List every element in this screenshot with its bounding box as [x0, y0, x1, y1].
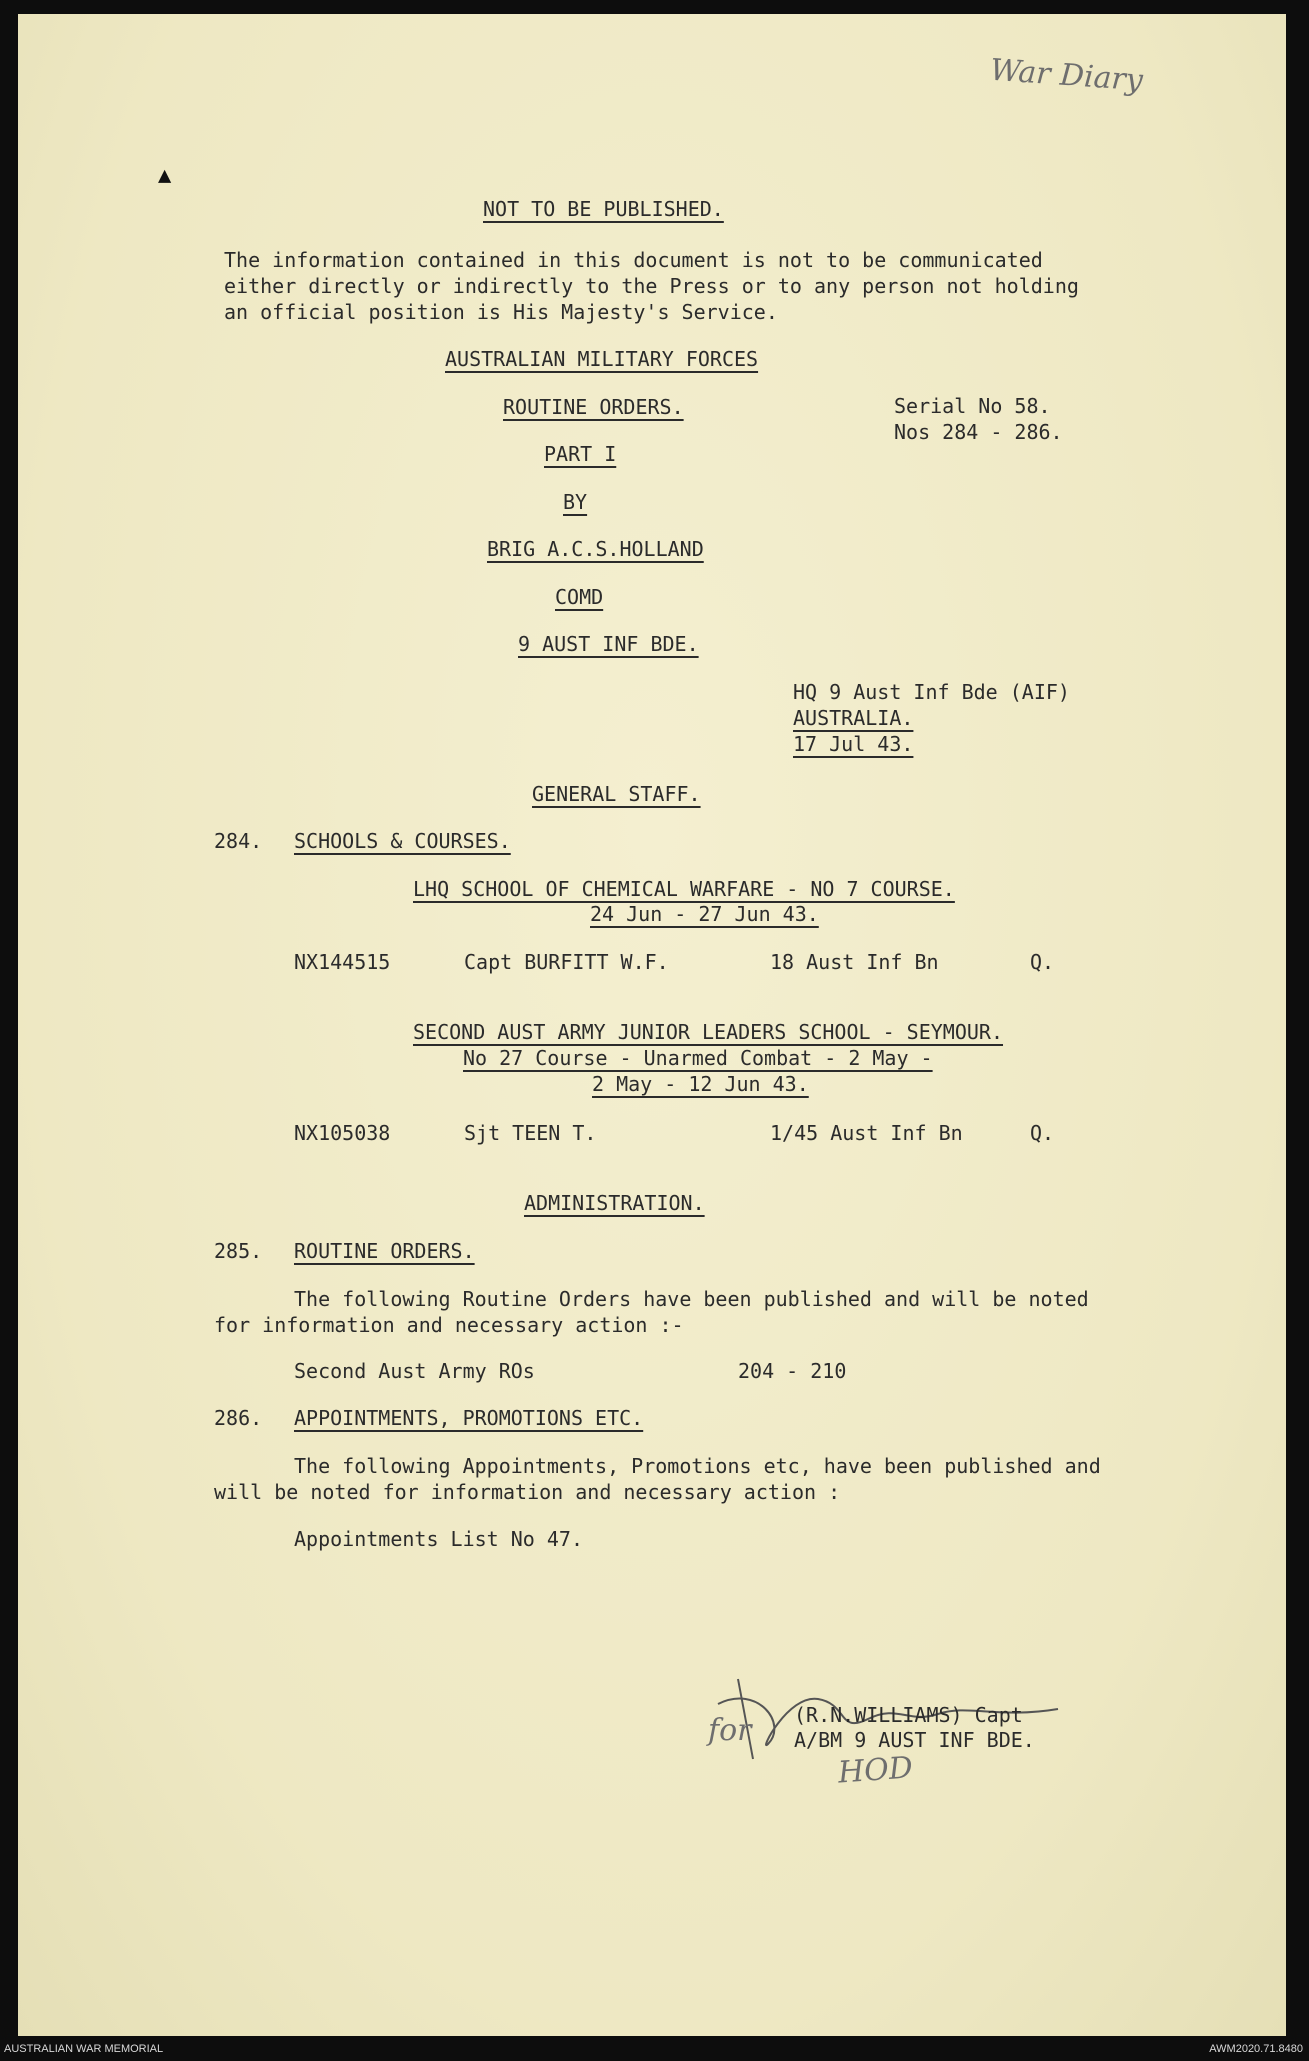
by-heading: BY	[563, 490, 588, 514]
general-staff-heading: GENERAL STAFF.	[532, 782, 701, 806]
restriction-title: NOT TO BE PUBLISHED.	[483, 197, 724, 221]
document-page	[18, 14, 1286, 2036]
item-285-number: 285.	[214, 1239, 263, 1263]
restriction-line-1: The information contained in this document is not to be communicated	[224, 248, 1043, 272]
item-285-text-2: for information and necessary action :-	[214, 1313, 684, 1337]
item-286-list: Appointments List No 47.	[294, 1527, 583, 1551]
item-286-number: 286.	[214, 1406, 263, 1430]
course2-line2: No 27 Course - Unarmed Combat - 2 May -	[463, 1046, 933, 1070]
comd-heading: COMD	[555, 585, 604, 609]
forces-heading: AUSTRALIAN MILITARY FORCES	[445, 347, 759, 371]
item-284-number: 284.	[214, 829, 263, 853]
item-286-text-2: will be noted for information and necessary action :	[214, 1480, 841, 1504]
course2-title: SECOND AUST ARMY JUNIOR LEADERS SCHOOL - SEYMOUR.	[413, 1020, 1004, 1044]
item-286-text-1: The following Appointments, Promotions etc, have been published and	[294, 1454, 1101, 1478]
corner-mark: ▲	[158, 163, 172, 188]
hq-line: HQ 9 Aust Inf Bde (AIF)	[793, 680, 1070, 704]
restriction-line-3: an official position is His Majesty's Service.	[224, 300, 778, 324]
location-line: AUSTRALIA.	[793, 706, 914, 730]
item-284-title: SCHOOLS & COURSES.	[294, 829, 511, 853]
item-285-text-1: The following Routine Orders have been published and will be noted	[294, 1287, 1089, 1311]
commander-heading: BRIG A.C.S.HOLLAND	[487, 537, 704, 561]
signatory-name: (R.N.WILLIAMS) Capt	[794, 1703, 1023, 1727]
course2-line3: 2 May - 12 Jun 43.	[592, 1072, 809, 1096]
signatory-role: A/BM 9 AUST INF BDE.	[794, 1728, 1035, 1752]
date-line: 17 Jul 43.	[793, 732, 914, 756]
course2-number: NX105038	[294, 1121, 391, 1145]
serial-number: Serial No 58.	[894, 394, 1051, 418]
course2-name: Sjt TEEN T.	[464, 1121, 597, 1145]
signature-for: for	[708, 1713, 752, 1748]
part-heading: PART I	[544, 442, 617, 466]
routine-orders-heading: ROUTINE ORDERS.	[503, 395, 684, 419]
order-numbers: Nos 284 - 286.	[894, 420, 1063, 444]
course1-unit: 18 Aust Inf Bn	[770, 950, 939, 974]
administration-heading: ADMINISTRATION.	[524, 1191, 705, 1215]
course2-result: Q.	[1030, 1121, 1055, 1145]
restriction-line-2: either directly or indirectly to the Press or to any person not holding	[224, 274, 1079, 298]
item-286-title: APPOINTMENTS, PROMOTIONS ETC.	[294, 1406, 644, 1430]
course1-result: Q.	[1030, 950, 1055, 974]
course1-title: LHQ SCHOOL OF CHEMICAL WARFARE - NO 7 COURSE.	[413, 877, 955, 901]
item-285-reference: Second Aust Army ROs	[294, 1359, 535, 1383]
item-285-title: ROUTINE ORDERS.	[294, 1239, 475, 1263]
footer-reference: AWM2020.71.8480	[1209, 2043, 1303, 2055]
course1-name: Capt BURFITT W.F.	[464, 950, 669, 974]
course1-dates: 24 Jun - 27 Jun 43.	[590, 902, 819, 926]
course1-number: NX144515	[294, 950, 391, 974]
item-285-range: 204 - 210	[738, 1359, 847, 1383]
signature-initials: HOD	[836, 1750, 914, 1791]
course2-unit: 1/45 Aust Inf Bn	[770, 1121, 963, 1145]
unit-heading: 9 AUST INF BDE.	[518, 632, 699, 656]
footer-source: AUSTRALIAN WAR MEMORIAL	[4, 2043, 164, 2055]
annotation-war-diary: War Diary	[989, 52, 1144, 99]
